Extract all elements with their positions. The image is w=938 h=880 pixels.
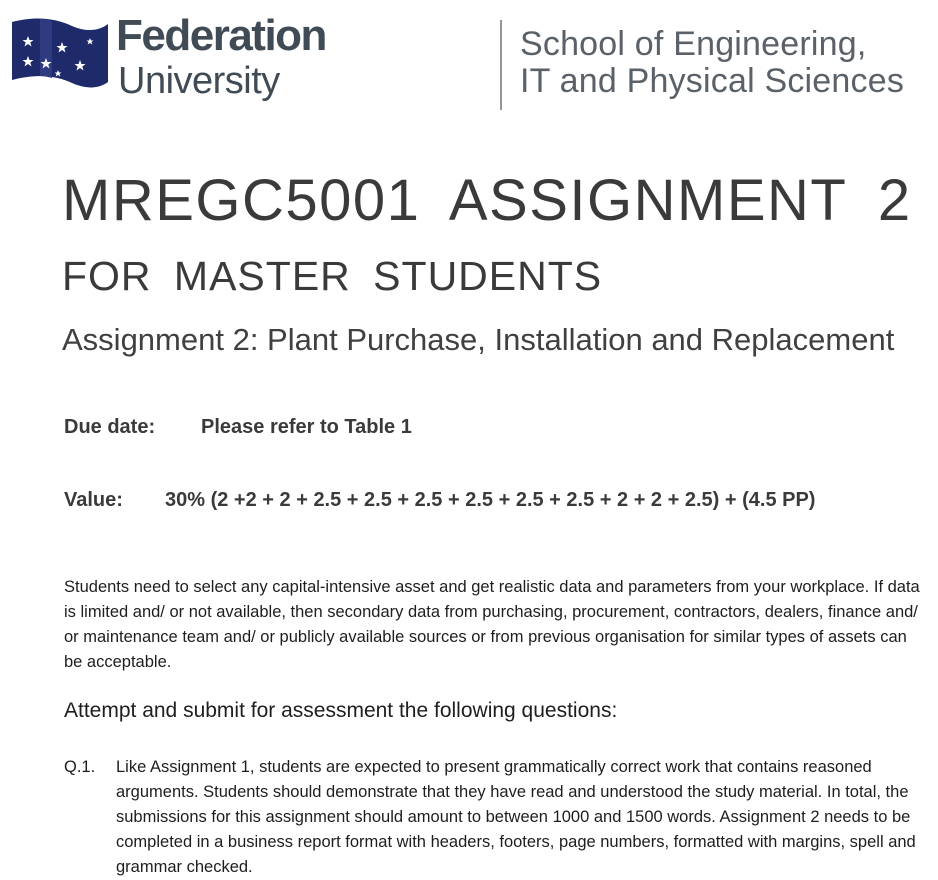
value-breakdown: 30% (2 +2 + 2 + 2.5 + 2.5 + 2.5 + 2.5 + 2.5 + 2.5 + 2 + 2 + 2.5) + (4.5 PP) — [165, 489, 816, 511]
logo-name-line1: Federation — [116, 11, 326, 60]
document-subtitle: FOR MASTER STUDENTS — [62, 253, 603, 299]
assignment-heading: Assignment 2: Plant Purchase, Installation and Replacement — [62, 322, 895, 357]
school-name-line1: School of Engineering, — [520, 25, 867, 63]
due-date-value: Please refer to Table 1 — [201, 416, 412, 438]
intro-paragraph: Students need to select any capital-intensive asset and get realistic data and parameters from your workplace. If data is limited and/ or not available, then secondary data from purchasing, procurement, contractors, dealers, finance and/ or maintenance team and/ or publicly available sources or from previous organisation for similar types of assets can be acceptable. — [64, 578, 920, 671]
federation-university-logo-flag-icon — [10, 16, 110, 94]
value-label: Value: — [64, 489, 123, 511]
header-divider — [500, 20, 502, 110]
due-date-label: Due date: — [64, 416, 156, 438]
logo-name-line2: University — [118, 60, 280, 102]
question-text: Like Assignment 1, students are expected to present grammatically correct work that contains reasoned arguments. Students should demonstrate that they have read and understood the study material. In total, the submissions for this assignment should amount to between 1000 and 1500 words. Assignment 2 needs to be completed in a business report format with headers, footers, page numbers, formatted with margins, spell and grammar checked. — [116, 758, 916, 876]
document-title: MREGC5001 ASSIGNMENT 2 — [62, 168, 912, 233]
instructions-heading: Attempt and submit for assessment the following questions: — [64, 699, 618, 722]
question-number: Q.1. — [64, 758, 96, 776]
school-name-line2: IT and Physical Sciences — [520, 62, 905, 100]
